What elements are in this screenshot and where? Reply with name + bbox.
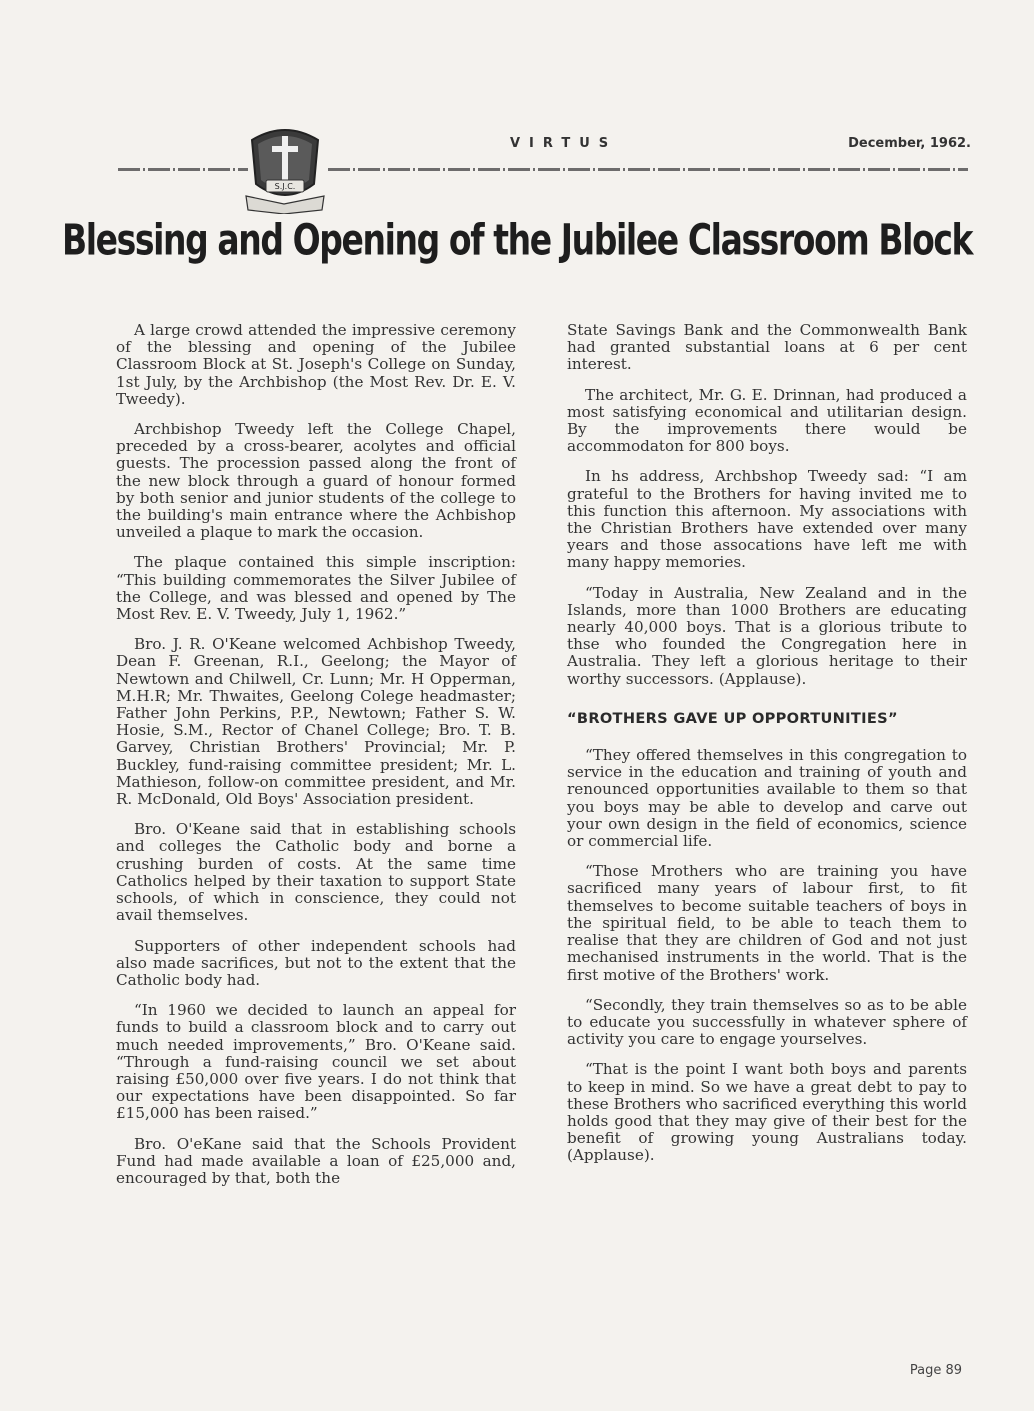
page-header	[0, 0, 1034, 215]
paragraph: Bro. O'Keane said that in establishing schools and colleges the Catholic body and borne a crushing burden of costs. At the same time Catholics helped by their taxation to support State schools, of which in conscience, they could not avail themselves.	[116, 820, 516, 925]
paragraph: “That is the point I want both boys and parents to keep in mind. So we have a great debt to pay to these Brothers who sacrificed everything this world holds good that they may give of their best for the benefit of growing young Australians today. (Applause).	[567, 1060, 968, 1165]
crest-label: S.J.C.	[274, 182, 296, 191]
paragraph: “Those Mrothers who are training you have sacrificed many years of labour first, to fit themselves to become suitable teachers of boys in the spiritual field, to be able to teach them to realise that they are children of God and not just mechanised instruments in the world. That is the first motive of the Brothers' work.	[567, 862, 967, 984]
paragraph: The architect, Mr. G. E. Drinnan, had produced a most satisfying economical and utilitarian design. By the improvements there would be accommodaton for 800 boys.	[567, 385, 967, 456]
header-rule-left	[118, 168, 248, 171]
article-title: Blessing and Opening of the Jubilee Classroom Block	[61, 214, 973, 265]
paragraph: Bro. O'eKane said that the Schools Provident Fund had made available a loan of £25,000 and, encouraged by that, both the	[116, 1134, 516, 1187]
paragraph: “In 1960 we decided to launch an appeal for funds to build a classroom block and to carry out much needed improvements,” Bro. O'Keane said. “Through a fund-raising council we set about raising £50,000 over five years. I do not think that our expectations have been disappointed. So far £15,000 has been raised.”	[116, 1001, 516, 1123]
page-number: Page 89	[909, 1363, 962, 1378]
paragraph: Archbishop Tweedy left the College Chapel, preceded by a cross-bearer, acolytes and official guests. The procession passed along the front of the new block through a guard of honour formed by both senior and junior students of the college to the building's main entrance where the Achbishop unveiled a plaque to mark the occasion.	[116, 420, 516, 542]
paragraph: “Today in Australia, New Zealand and in the Islands, more than 1000 Brothers are educating nearly 40,000 boys. That is a glorious tribute to thse who founded the Congregation here in Australia. They left a glorious heritage to their worthy successors. (Applause).	[567, 583, 967, 688]
header-rule-right	[328, 168, 968, 171]
paragraph: State Savings Bank and the Commonwealth Bank had granted substantial loans at 6 per cent interest.	[567, 321, 967, 374]
issue-date: December, 1962.	[848, 136, 971, 151]
left-column	[116, 322, 516, 1200]
paragraph: A large crowd attended the impressive ceremony of the blessing and opening of the Jubilee Classroom Block at St. Joseph's College on Sunday, 1st July, by the Archbishop (the Most Rev. Dr. E. V. Tweedy).	[116, 321, 516, 408]
college-crest-icon	[244, 118, 326, 214]
paragraph: In hs address, Archbshop Tweedy sad: “I am grateful to the Brothers for having invited me to this function this afternoon. My associations with the Christian Brothers have extended over many years and those assocations have left me with many happy memories.	[567, 467, 967, 572]
section-subheading: “BROTHERS GAVE UP OPPORTUNITIES”	[567, 709, 898, 727]
paragraph: Supporters of other independent schools had also made sacrifices, but not to the extent that the Catholic body had.	[116, 936, 516, 989]
paragraph: “Secondly, they train themselves so as to be able to educate you successfully in whatever sphere of activity you care to engage yourselves.	[567, 995, 967, 1049]
right-column	[567, 322, 967, 1178]
paragraph: The plaque contained this simple inscription: “This building commemorates the Silver Jubilee of the College, and was blessed and opened by The Most Rev. E. V. Tweedy, July 1, 1962.”	[116, 553, 516, 624]
magazine-name: VIRTUS	[510, 136, 618, 151]
paragraph: Bro. J. R. O'Keane welcomed Achbishop Tweedy, Dean F. Greenan, R.I., Geelong; the Mayor of Newtown and Chilwell, Cr. Lunn; Mr. H Opperman, M.H.R; Mr. Thwaites, Geelong Colege headmaster; Father John Perkins, P.P., Newtown; Father S. W. Hosie, S.M., Rector of Chanel College; Bro. T. B. Garvey, Christian Brothers' Provincial; Mr. P. Buckley, fund-raising committee president; Mr. L. Mathieson, follow-on committee president, and Mr. R. McDonald, Old Boys' Association president.	[116, 635, 516, 809]
paragraph: “They offered themselves in this congregation to service in the education and training of youth and renounced opportunities available to them so that you boys may be able to develop and carve out your own design in the field of economics, science or commercial life.	[567, 746, 967, 851]
